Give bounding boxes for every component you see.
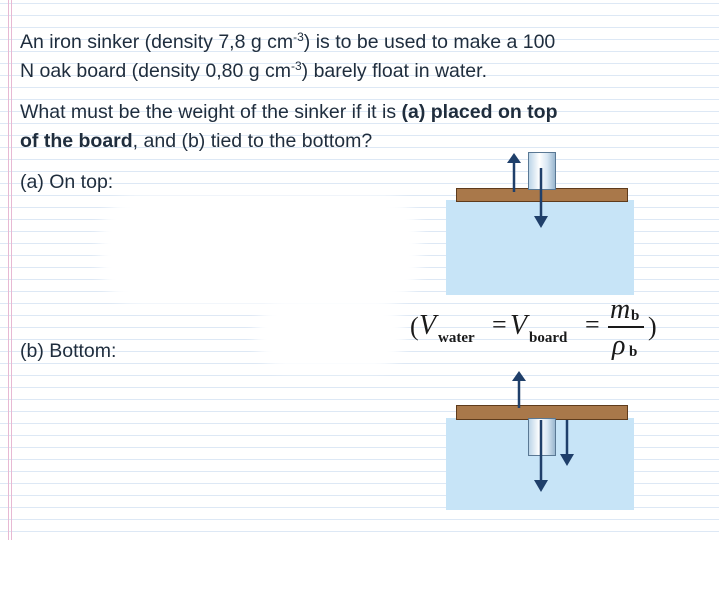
- erased-area: [255, 300, 405, 370]
- formula-volume: V: [419, 310, 437, 341]
- formula-paren: (: [410, 312, 419, 341]
- problem-text: ) barely float in water.: [301, 60, 487, 82]
- problem-text: An iron sinker (density 7,8 g cm: [20, 31, 294, 53]
- volume-formula: [410, 294, 700, 375]
- exponent: -3: [290, 59, 302, 73]
- margin-line: [8, 0, 9, 540]
- formula-equals: =: [585, 310, 600, 339]
- buoyancy-arrow-up-icon: [511, 370, 527, 410]
- problem-text: ) is to be used to make a 100: [303, 31, 556, 53]
- problem-statement: [20, 28, 660, 86]
- question-text: , and (b) tied to the bottom?: [132, 130, 373, 152]
- weight-arrow-down-icon: [533, 168, 549, 230]
- part-b-label: (b) Bottom:: [20, 340, 117, 362]
- erased-area: [100, 195, 420, 305]
- fraction-bar: [608, 326, 644, 328]
- formula-subscript: b: [631, 308, 640, 324]
- formula-density: ρ: [612, 330, 626, 361]
- exponent: -3: [293, 30, 304, 44]
- question: [20, 98, 660, 156]
- question-emphasis: (a) placed on top: [401, 101, 558, 123]
- formula-volume: V: [510, 310, 528, 341]
- weight-arrow-down-icon: [533, 420, 549, 494]
- margin-line: [11, 0, 12, 540]
- sinker-buoyancy-arrow-down-icon: [559, 420, 575, 468]
- formula-paren: ): [648, 312, 657, 341]
- question-text: What must be the weight of the sinker if it is: [20, 101, 402, 123]
- problem-text: N oak board (density 0,80 g cm: [20, 60, 291, 82]
- formula-mass: m: [610, 294, 631, 325]
- formula-subscript: b: [629, 344, 638, 360]
- formula-equals: =: [492, 310, 507, 339]
- formula-subscript: board: [529, 330, 568, 346]
- question-emphasis: of the board: [20, 130, 133, 152]
- formula-subscript: water: [438, 330, 475, 346]
- part-a-label: (a) On top:: [20, 171, 114, 193]
- buoyancy-arrow-up-icon: [506, 152, 522, 194]
